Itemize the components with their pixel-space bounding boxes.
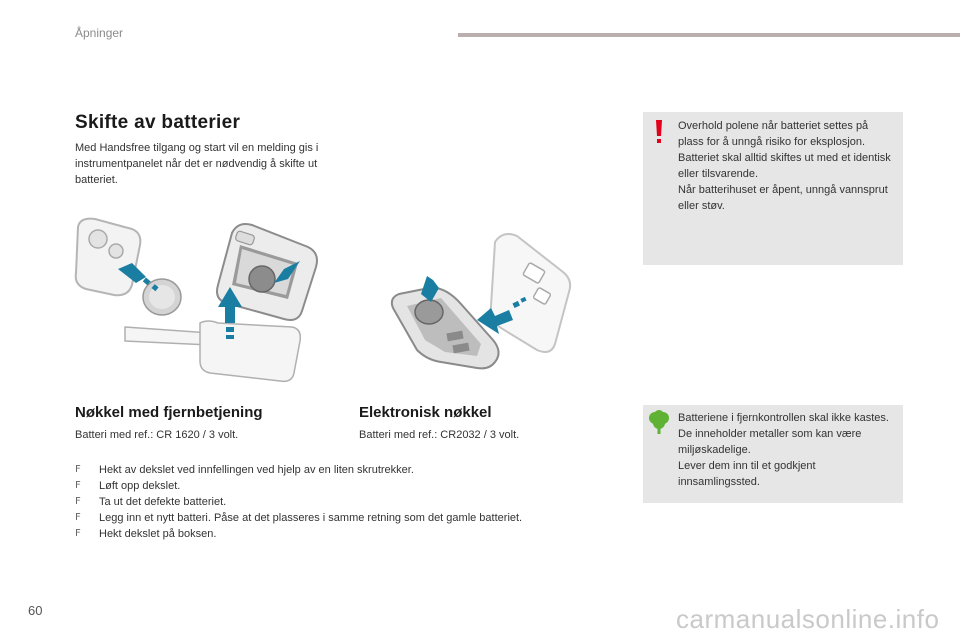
watermark: carmanualsonline.info	[676, 604, 940, 634]
step-text: Ta ut det defekte batteriet.	[99, 496, 227, 508]
key-blade	[125, 321, 300, 381]
step-text: Hekt av dekslet ved innfellingen ved hjelp av en liten skrutrekker.	[99, 464, 414, 476]
step-bullet: F	[75, 480, 81, 491]
page-number: 60	[28, 603, 43, 618]
step-text: Hekt dekslet på boksen.	[99, 528, 217, 540]
chapter-title: Åpninger	[75, 26, 124, 40]
list-item	[75, 494, 635, 510]
environment-text: Batteriene i fjernkontrollen skal ikke kastes. De inneholder metaller som kan være miljøskadelige. Lever dem inn til et godkjent innsamlingssted.	[678, 412, 889, 488]
electronic-key-illustration	[385, 228, 585, 383]
remote-key-shell	[76, 219, 141, 296]
list-item	[75, 510, 635, 526]
step-bullet: F	[75, 528, 81, 539]
step-text: Løft opp dekslet.	[99, 480, 181, 492]
tree-icon	[648, 410, 670, 434]
step-bullet: F	[75, 464, 81, 475]
step-bullet: F	[75, 512, 81, 523]
remote-key-title: Nøkkel med fjernbetjening	[75, 404, 263, 421]
battery-cr2032	[415, 300, 443, 324]
step-list	[75, 462, 635, 542]
header-rule	[458, 33, 960, 37]
electronic-key-cover	[491, 234, 570, 352]
remote-key-battery-ref: Batteri med ref.: CR 1620 / 3 volt.	[75, 429, 239, 441]
step-text: Legg inn et nytt batteri. Påse at det plasseres i samme retning som det gamle batteriet.	[99, 512, 523, 524]
remote-key-illustration	[70, 215, 335, 390]
exclamation-icon	[653, 120, 665, 144]
step-bullet: F	[75, 496, 81, 507]
electronic-key-battery-ref: Batteri med ref.: CR2032 / 3 volt.	[359, 429, 520, 441]
warning-text: Overhold polene når batteriet settes på plass for å unngå risiko for eksplosjon. Batteriet skal alltid skiftes ut med et identisk eller tilsvarende. Når batterihuset er åpent, unngå vannsprut eller støv.	[678, 120, 891, 212]
list-item	[75, 478, 635, 494]
electronic-key-title: Elektronisk nøkkel	[359, 404, 492, 421]
list-item	[75, 462, 635, 478]
list-item	[75, 526, 635, 542]
section-title: Skifte av batterier	[75, 112, 241, 133]
intro-text: Med Handsfree tilgang og start vil en melding gis i instrumentpanelet når det er nødvendig å skifte ut batteriet.	[75, 142, 319, 186]
